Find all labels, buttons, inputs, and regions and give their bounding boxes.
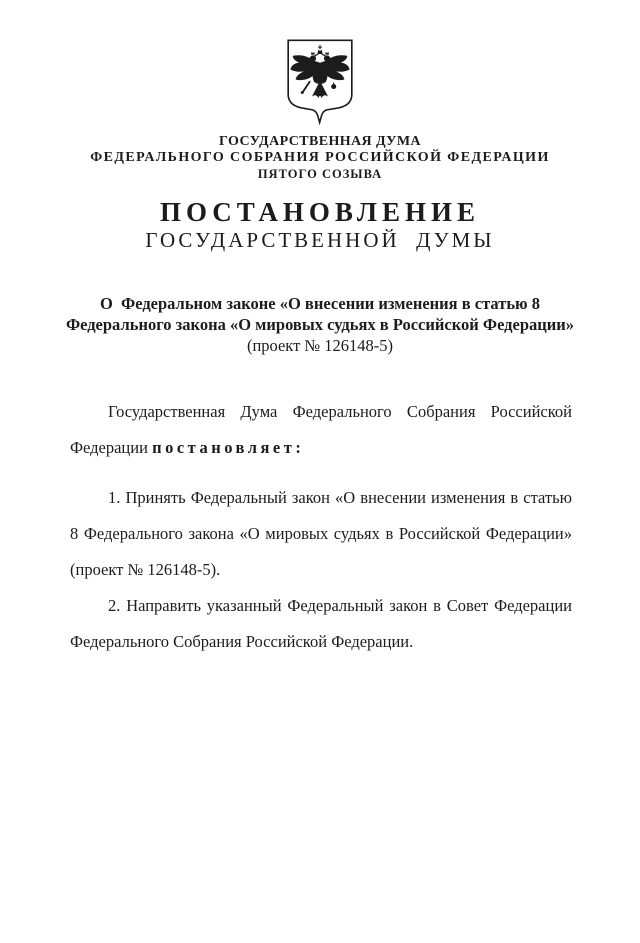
org-parent-name: ФЕДЕРАЛЬНОГО СОБРАНИЯ РОССИЙСКОЙ ФЕДЕРАЦИИ [90, 150, 550, 165]
letterhead [0, 134, 640, 182]
resolution-point-1: 1. Принять Федеральный закон «О внесении изменения в статью 8 Федерального закона «О мировых судьях в Российской Федерации» (проект № 126148-5). [70, 488, 572, 579]
document-type-heading [0, 197, 640, 253]
doc-type-line2: ГОСУДАРСТВЕННОЙ ДУМЫ [145, 228, 495, 252]
subject-project-number: (проект № 126148-5) [246, 336, 394, 355]
resolves-keyword: постановляет: [152, 438, 305, 457]
resolution-lead-paragraph [70, 394, 572, 466]
coat-of-arms-icon [283, 38, 357, 127]
org-name: ГОСУДАРСТВЕННАЯ ДУМА [219, 134, 421, 149]
subject-line1: О Федеральном законе «О внесении изменения в статью 8 [99, 294, 541, 313]
subject-line2: Федерального закона «О мировых судьях в Российской Федерации» [65, 315, 575, 334]
lead-text: Государственная Дума Федерального Собрания Российской Федерации [70, 402, 572, 457]
document-page [0, 38, 640, 943]
document-subject [0, 293, 640, 356]
doc-type-line1: ПОСТАНОВЛЕНИЕ [159, 197, 481, 227]
resolution-point-2: 2. Направить указанный Федеральный закон в Совет Федерации Федерального Собрания Российской Федерации. [70, 596, 572, 651]
document-body [70, 394, 572, 660]
convocation: ПЯТОГО СОЗЫВА [257, 167, 383, 181]
